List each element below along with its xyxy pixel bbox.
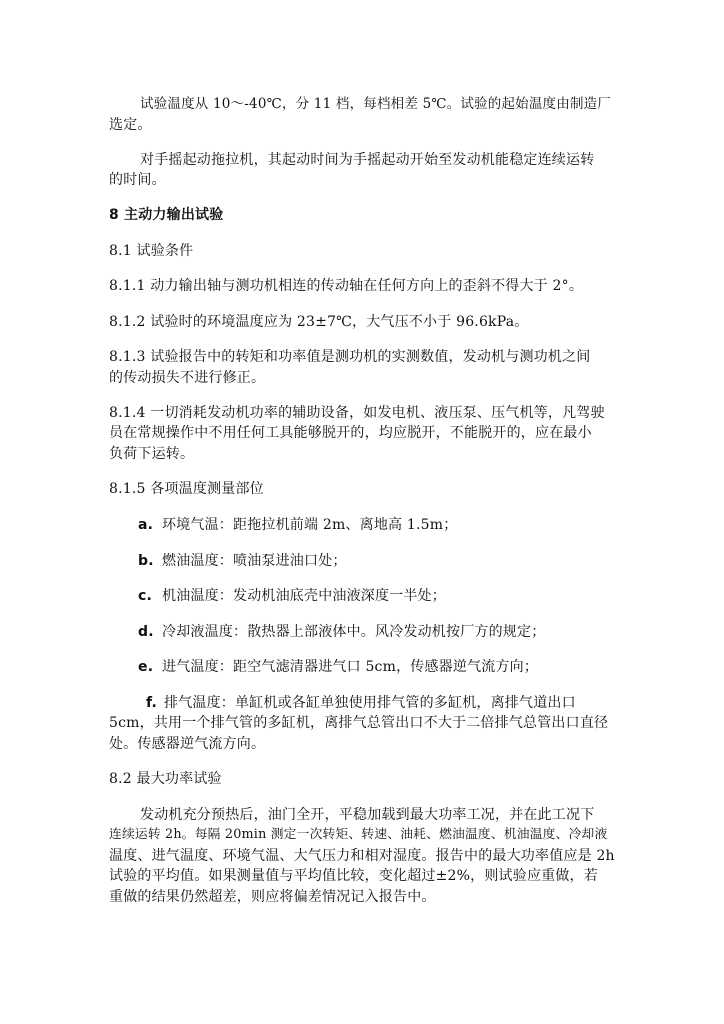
clause-8-1-3-line-1: 8.1.3 试验报告中的转矩和功率值是测功机的实测数值，发动机与测功机之间 [109, 349, 591, 365]
list-marker: a. [138, 517, 154, 533]
list-marker: d. [138, 624, 154, 640]
clause-8-1-2: 8.1.2 试验时的环境温度应为 23±7℃，大气压不小于 96.6kPa。 [109, 314, 529, 330]
list-item-text: 冷却液温度：散热器上部液体中。风冷发动机按厂方的规定； [162, 624, 546, 640]
list-item-text: 环境气温：距拖拉机前端 2m、离地高 1.5m； [162, 517, 458, 533]
clause-8-1-4-line-3: 负荷下运转。 [109, 446, 195, 462]
para-hand-start-line-2: 的时间。 [109, 172, 166, 188]
para-8-2-line-2: 连续运转 2h。每隔 20min 测定一次转矩、转速、油耗、燃油温度、机油温度、冷却液 [109, 827, 608, 842]
list-item-text: 排气温度：单缸机或各缸单独使用排气管的多缸机，离排气道出口 [164, 695, 576, 711]
temp-point-a [138, 516, 457, 534]
list-marker: b. [138, 553, 154, 569]
para-temp-range-line-2: 选定。 [109, 117, 152, 133]
temp-point-f-line-3: 处。传感器逆气流方向。 [109, 736, 266, 752]
para-8-2-line-4: 试验的平均值。如果测量值与平均值比较，变化超过±2%，则试验应重做，若 [109, 868, 598, 884]
para-temp-range-line-1: 试验温度从 10～-40℃，分 11 档，每档相差 5℃。试验的起始温度由制造厂 [140, 96, 612, 112]
clause-8-1-4-line-1: 8.1.4 一切消耗发动机功率的辅助设备，如发电机、液压泵、压气机等，凡驾驶 [109, 405, 605, 421]
clause-8-1-3-line-2: 的传动损失不进行修正。 [109, 370, 266, 386]
subsection-8-1-heading: 8.1 试验条件 [109, 243, 194, 259]
clause-8-1-1: 8.1.1 动力输出轴与测功机相连的传动轴在任何方向上的歪斜不得大于 2°。 [109, 278, 584, 294]
section-8-heading: 8 主动力输出试验 [109, 207, 224, 223]
list-marker: f. [146, 695, 158, 711]
list-marker: e. [138, 659, 154, 675]
para-hand-start-line-1: 对手摇起动拖拉机，其起动时间为手摇起动开始至发动机能稳定连续运转 [140, 152, 595, 168]
temp-point-c [138, 587, 446, 605]
list-marker: c. [138, 588, 153, 604]
temp-point-b [138, 552, 347, 570]
temp-point-f-line-2: 5cm，共用一个排气管的多缸机，离排气总管出口不大于二倍排气总管出口直径 [109, 715, 609, 731]
temp-point-d [138, 623, 545, 641]
subsection-8-2-heading: 8.2 最大功率试验 [109, 771, 222, 787]
para-8-2-line-5: 重做的结果仍然超差，则应将偏差情况记入报告中。 [109, 889, 436, 905]
list-item-text: 进气温度：距空气滤清器进气口 5cm，传感器逆气流方向； [162, 659, 539, 675]
list-item-text: 燃油温度：喷油泵进油口处； [162, 553, 347, 569]
clause-8-1-4-line-2: 员在常规操作中不用任何工具能够脱开的，均应脱开，不能脱开的，应在最小 [109, 425, 592, 441]
temp-point-e [138, 658, 538, 676]
para-8-2-line-3: 温度、进气温度、环境气温、大气压力和相对湿度。报告中的最大功率值应是 2h [109, 848, 615, 864]
para-8-2-line-1: 发动机充分预热后，油门全开，平稳加载到最大功率工况，并在此工况下 [140, 807, 595, 823]
list-item-text: 机油温度：发动机油底壳中油液深度一半处； [162, 588, 446, 604]
temp-point-f-line-1 [146, 694, 576, 712]
clause-8-1-5: 8.1.5 各项温度测量部位 [109, 481, 264, 497]
